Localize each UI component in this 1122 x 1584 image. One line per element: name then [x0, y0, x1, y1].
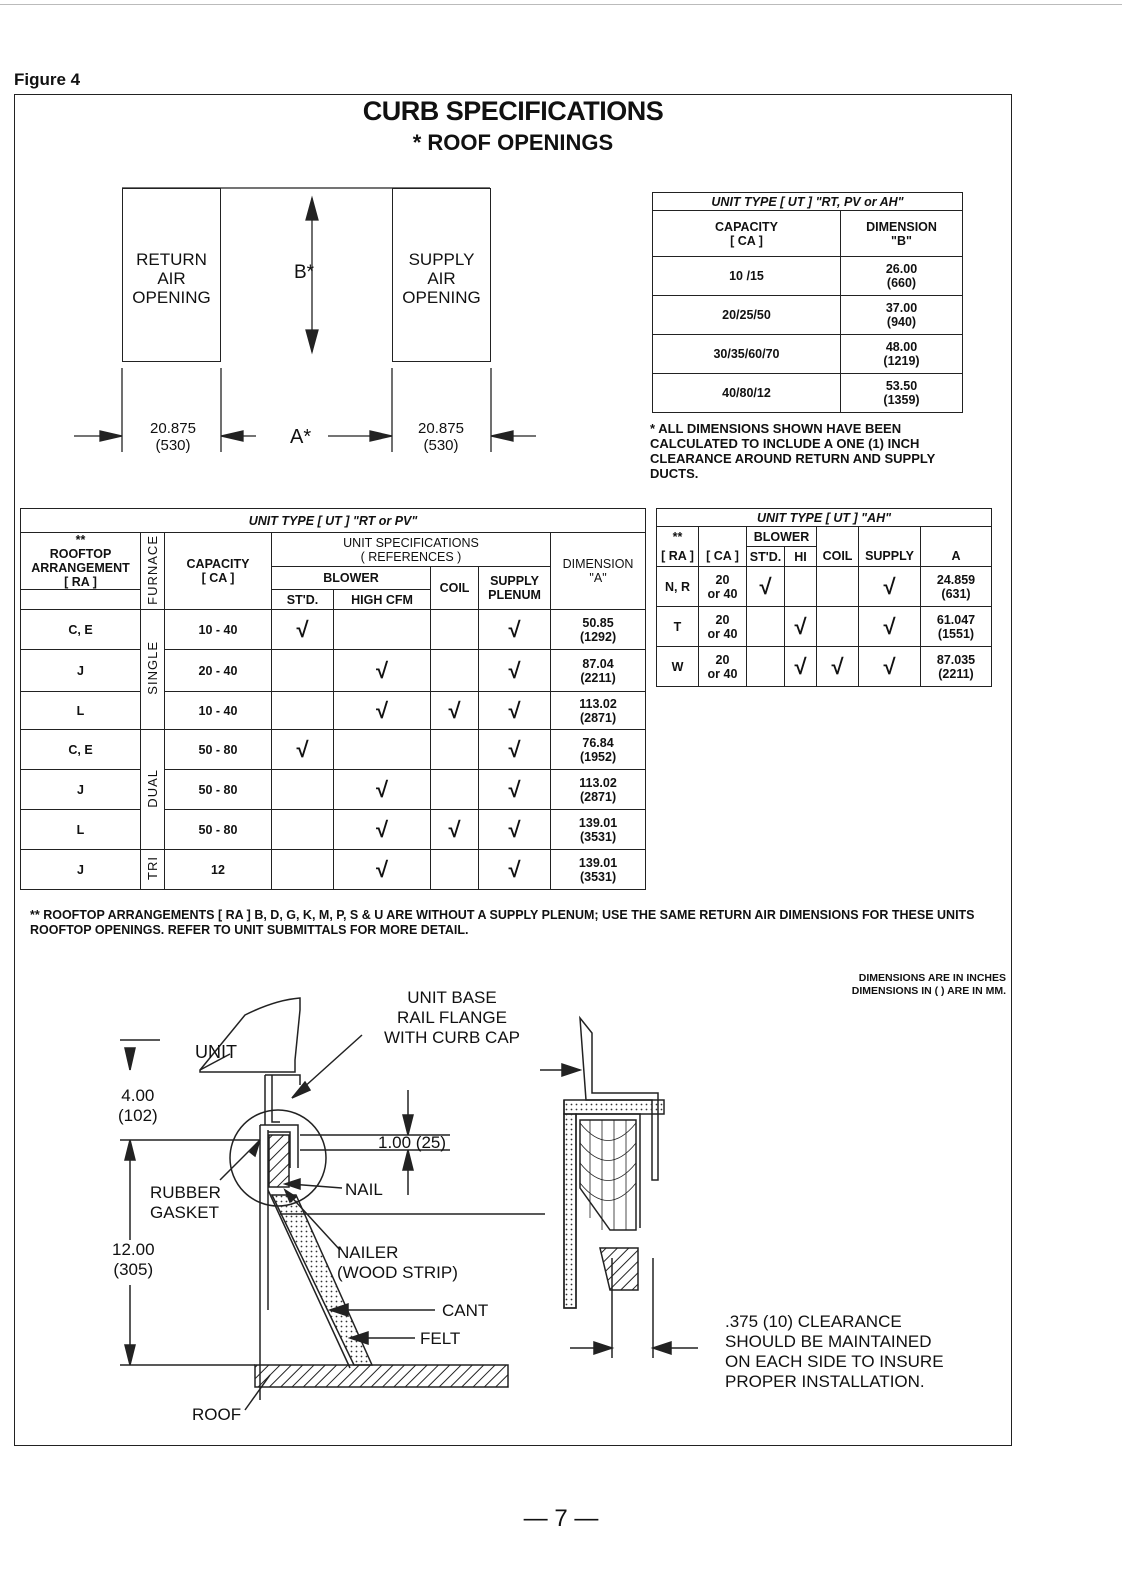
value: 50.85	[582, 615, 614, 630]
check-mark: √	[334, 850, 431, 890]
dim-1-00: 1.00 (25)	[378, 1133, 447, 1152]
check-mark	[431, 730, 479, 770]
label-nailer: NAILER (WOOD STRIP)	[337, 1243, 458, 1282]
cell-ca: 50 - 80	[165, 770, 272, 810]
table-row	[653, 296, 963, 335]
value-mm: (660)	[886, 276, 917, 290]
check-mark: √	[334, 770, 431, 810]
cell-ca: 10 - 40	[165, 610, 272, 650]
arrangement-text: ROOFTOP ARRANGEMENT [ RA ]	[31, 547, 130, 589]
table-row	[653, 335, 963, 374]
group-tri	[141, 850, 165, 890]
check-mark: √	[334, 650, 431, 692]
dimension-b-table	[652, 192, 963, 413]
check-mark	[431, 650, 479, 692]
table-b-col-capacity: CAPACITY [ CA ]	[653, 211, 841, 257]
value-mm: (631)	[941, 586, 971, 601]
cell-ra: J	[21, 850, 141, 890]
check-mark	[785, 567, 817, 607]
cell-ra: T	[657, 607, 699, 647]
check-mark: √	[334, 692, 431, 730]
table-b-cell: 10 /15	[653, 257, 841, 296]
check-mark: √	[479, 810, 551, 850]
cell-ca: 50 - 80	[165, 730, 272, 770]
check-mark	[747, 607, 785, 647]
check-mark: √	[479, 650, 551, 692]
table-b-note: * ALL DIMENSIONS SHOWN HAVE BEEN CALCULATED TO INCLUDE A ONE (1) INCH CLEARANCE AROUND RETURN AND SUPPLY DUCTS.	[650, 421, 936, 481]
table-row	[657, 607, 992, 647]
table-ah-blank	[699, 527, 747, 547]
table-row	[21, 692, 646, 730]
rooftop-footnote: ** ROOFTOP ARRANGEMENTS [ RA ] B, D, G, K, M, P, S & U ARE WITHOUT A SUPPLY PLENUM; USE THE SAME RETURN AIR DIMENSIONS FOR THESE UNITS ROOFTOP OPENINGS. REFER TO UNIT SUBMITTALS FOR MORE DETAIL.	[30, 908, 975, 937]
table-b-cell	[841, 257, 963, 296]
table-ah-header-blower: BLOWER	[747, 527, 817, 547]
cell-ra: J	[21, 770, 141, 810]
check-mark: √	[747, 567, 785, 607]
cell-ra: W	[657, 647, 699, 687]
top-rule	[0, 4, 1122, 5]
cell-ca: 50 - 80	[165, 810, 272, 850]
value-mm: (3531)	[579, 829, 617, 844]
check-mark	[431, 770, 479, 810]
check-mark: √	[479, 730, 551, 770]
group-single	[141, 610, 165, 730]
label-rubber-gasket: RUBBER GASKET	[150, 1183, 221, 1222]
table-a-title: UNIT TYPE [ UT ] "RT or PV"	[21, 509, 646, 533]
right-dimension	[408, 420, 474, 454]
dim-b-label: B*	[294, 262, 315, 283]
table-ah-header-ra: [ RA ]	[657, 547, 699, 567]
value-mm: (1359)	[883, 393, 920, 407]
left-dim-value: 20.875	[150, 420, 196, 437]
table-b-cell: 40/80/12	[653, 374, 841, 413]
group-label: SINGLE	[144, 641, 160, 695]
label-felt: FELT	[420, 1329, 461, 1348]
dim-mm: (102)	[118, 1106, 158, 1125]
table-b-col-dimension: DIMENSION "B"	[841, 211, 963, 257]
table-ah-header-std: ST'D.	[747, 547, 785, 567]
check-mark: √	[334, 810, 431, 850]
cell-dim	[551, 850, 646, 890]
table-a-header-furnace	[141, 533, 165, 610]
cell-ra: C, E	[21, 730, 141, 770]
table-ah-header-a: A	[921, 547, 992, 567]
table-ah-header-supply: SUPPLY	[859, 547, 921, 567]
value: 87.04	[582, 656, 614, 671]
check-mark	[272, 810, 334, 850]
table-ah-header-hi: HI	[785, 547, 817, 567]
table-b-cell	[841, 335, 963, 374]
dim-4-00	[118, 1086, 158, 1126]
value-mm: (2871)	[579, 710, 617, 725]
check-mark	[747, 647, 785, 687]
table-row	[657, 647, 992, 687]
cell-dim	[551, 770, 646, 810]
value: 113.02	[579, 696, 617, 711]
cell-dim	[921, 567, 992, 607]
cell-dim	[551, 810, 646, 850]
figure-label: Figure 4	[14, 70, 81, 89]
supply-air-label: SUPPLY AIR OPENING	[402, 250, 481, 307]
check-mark: √	[817, 647, 859, 687]
label-unit: UNIT	[195, 1042, 237, 1062]
table-row	[21, 650, 646, 692]
left-dimension	[140, 420, 206, 454]
check-mark: √	[859, 607, 921, 647]
value: 37.00	[885, 301, 918, 315]
table-ah-title: UNIT TYPE [ UT ] "AH"	[657, 509, 992, 527]
table-ah-stars: **	[657, 527, 699, 547]
check-mark	[334, 730, 431, 770]
table-a-header-high: HIGH CFM	[334, 590, 431, 610]
table-row	[21, 610, 646, 650]
cell-ra: N, R	[657, 567, 699, 607]
value: 139.01	[578, 815, 618, 830]
cell-ca: 20 or 40	[699, 567, 747, 607]
check-mark: √	[479, 692, 551, 730]
clearance-note: .375 (10) CLEARANCE SHOULD BE MAINTAINED ON EACH SIDE TO INSURE PROPER INSTALLATION.	[725, 1312, 944, 1391]
value-mm: (1952)	[579, 749, 617, 764]
dimension-a-table	[20, 508, 646, 890]
dim-value: 12.00	[112, 1240, 155, 1259]
value-mm: (3531)	[579, 869, 617, 884]
check-mark: √	[785, 607, 817, 647]
page-subtitle: * ROOF OPENINGS	[412, 130, 614, 155]
value: 48.00	[885, 340, 918, 354]
group-label: DUAL	[144, 768, 160, 808]
check-mark	[272, 650, 334, 692]
cell-dim	[551, 730, 646, 770]
table-a-header-specs: UNIT SPECIFICATIONS ( REFERENCES )	[272, 533, 551, 567]
check-mark: √	[479, 850, 551, 890]
table-ah-header-coil: COIL	[817, 547, 859, 567]
cell-ca: 10 - 40	[165, 692, 272, 730]
check-mark: √	[272, 610, 334, 650]
table-row	[21, 730, 646, 770]
check-mark	[272, 692, 334, 730]
cell-ca: 20 or 40	[699, 647, 747, 687]
check-mark	[431, 850, 479, 890]
value-mm: (1219)	[883, 354, 920, 368]
dim-value: 4.00	[121, 1086, 155, 1105]
return-air-label: RETURN AIR OPENING	[132, 250, 211, 307]
table-a-header-arrangement	[21, 533, 141, 590]
dim-a-label: A*	[290, 426, 312, 448]
table-row	[21, 850, 646, 890]
check-mark	[272, 850, 334, 890]
check-mark	[334, 610, 431, 650]
cell-dim	[551, 610, 646, 650]
furnace-text: FURNACE	[144, 534, 160, 605]
value-mm: (940)	[886, 315, 917, 329]
value-mm: (2211)	[580, 670, 616, 685]
cell-ra: L	[21, 810, 141, 850]
cell-ra: L	[21, 692, 141, 730]
group-dual	[141, 730, 165, 850]
check-mark	[272, 770, 334, 810]
value: 26.00	[885, 262, 918, 276]
table-a-header-capacity: CAPACITY [ CA ]	[165, 533, 272, 610]
check-mark: √	[859, 567, 921, 607]
check-mark: √	[479, 610, 551, 650]
value-mm: (1292)	[579, 629, 617, 644]
table-a-header-blower: BLOWER	[272, 567, 431, 590]
check-mark: √	[859, 647, 921, 687]
value: 53.50	[885, 379, 918, 393]
label-roof: ROOF	[192, 1405, 242, 1424]
table-b-cell: 30/35/60/70	[653, 335, 841, 374]
units-note-inches: DIMENSIONS ARE IN INCHES	[858, 972, 1006, 984]
page-number: — 7 —	[523, 1505, 599, 1532]
value-mm: (2211)	[938, 666, 974, 681]
units-note-mm: DIMENSIONS IN ( ) ARE IN MM.	[851, 985, 1006, 997]
check-mark	[817, 567, 859, 607]
table-b-title: UNIT TYPE [ UT ] "RT, PV or AH"	[653, 193, 963, 211]
stars: **	[75, 533, 86, 547]
table-row	[657, 567, 992, 607]
label-nail: NAIL	[345, 1180, 383, 1199]
cell-ca: 20 - 40	[165, 650, 272, 692]
value: 113.02	[579, 775, 617, 790]
table-row	[21, 770, 646, 810]
table-ah-blank	[817, 527, 859, 547]
units-note	[790, 972, 1006, 998]
check-mark	[817, 607, 859, 647]
dim-mm: (305)	[113, 1260, 154, 1279]
check-mark	[431, 610, 479, 650]
cell-ra: J	[21, 650, 141, 692]
cell-dim	[921, 607, 992, 647]
value: 87.035	[936, 652, 976, 667]
table-a-header-arrangement-cont	[21, 590, 141, 610]
page-title: CURB SPECIFICATIONS	[362, 96, 664, 126]
group-label: TRI	[144, 856, 160, 880]
table-a-header-dimension: DIMENSION "A"	[551, 533, 646, 610]
check-mark: √	[272, 730, 334, 770]
table-b-cell	[841, 296, 963, 335]
table-b-cell	[841, 374, 963, 413]
table-b-cell: 20/25/50	[653, 296, 841, 335]
value: 24.859	[936, 572, 976, 587]
table-row	[21, 810, 646, 850]
check-mark: √	[431, 692, 479, 730]
table-row	[653, 374, 963, 413]
left-dim-mm: (530)	[155, 437, 191, 454]
table-a-header-coil: COIL	[431, 567, 479, 610]
table-a-header-supply: SUPPLY PLENUM	[479, 567, 551, 610]
cell-dim	[551, 650, 646, 692]
table-ah-blank	[921, 527, 992, 547]
check-mark: √	[431, 810, 479, 850]
value: 76.84	[582, 735, 614, 750]
check-mark: √	[479, 770, 551, 810]
ah-dimension-table	[656, 508, 992, 687]
dim-12-00	[112, 1240, 155, 1280]
table-ah-blank	[859, 527, 921, 547]
curb-cap-detail-drawing	[540, 1008, 700, 1378]
check-mark: √	[785, 647, 817, 687]
table-row	[653, 257, 963, 296]
value-mm: (2871)	[579, 789, 617, 804]
cell-ca: 20 or 40	[699, 607, 747, 647]
cell-dim	[921, 647, 992, 687]
label-base-rail: UNIT BASE RAIL FLANGE WITH CURB CAP	[384, 988, 520, 1047]
cell-ra: C, E	[21, 610, 141, 650]
cell-dim	[551, 692, 646, 730]
cell-ca: 12	[165, 850, 272, 890]
right-dim-value: 20.875	[418, 420, 464, 437]
right-dim-mm: (530)	[423, 437, 459, 454]
value: 139.01	[578, 855, 618, 870]
value-mm: (1551)	[937, 626, 975, 641]
table-ah-header-ca: [ CA ]	[699, 547, 747, 567]
value: 61.047	[936, 612, 976, 627]
table-a-header-std: ST'D.	[272, 590, 334, 610]
label-cant: CANT	[442, 1301, 489, 1320]
